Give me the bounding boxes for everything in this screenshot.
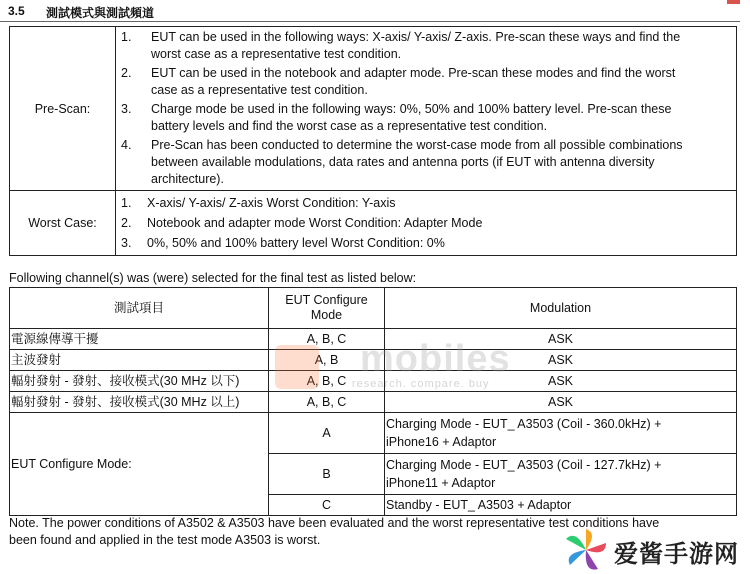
worstcase-item-1: 1. X-axis/ Y-axis/ Z-axis Worst Condition: Y-axis <box>121 196 396 210</box>
config-mode-cell: B <box>269 454 385 495</box>
table-row <box>10 392 737 413</box>
prescan-item-1: 1. EUT can be used in the following ways: X-axis/ Y-axis/ Z-axis. Pre-scan these ways and find the worst case as a representative test condition. <box>121 30 681 61</box>
worstcase-label: Worst Case: <box>10 191 116 256</box>
test-item-cell: 電源線傳導干擾 <box>10 329 269 350</box>
test-item-cell: 輻射發射 - 發射、接收模式(30 MHz 以上) <box>10 392 269 413</box>
modulation-cell: ASK <box>385 329 737 350</box>
prescan-label: Pre-Scan: <box>10 27 116 191</box>
modulation-cell: ASK <box>385 350 737 371</box>
section-number: 3.5 <box>8 4 25 18</box>
prescan-table <box>9 26 737 256</box>
pinwheel-logo-icon <box>562 527 610 573</box>
config-mode-cell: A <box>269 413 385 454</box>
watermark-tagline: research. compare. buy <box>352 378 490 390</box>
prescan-row <box>10 27 737 191</box>
config-row <box>10 413 737 454</box>
test-item-cell: 輻射發射 - 發射、接收模式(30 MHz 以下) <box>10 371 269 392</box>
prescan-items <box>116 27 737 191</box>
site-brand-text: 爱酱手游网 <box>614 541 739 568</box>
watermark-brand: mobiles <box>360 338 511 380</box>
following-text: Following channel(s) was (were) selected for the final test as listed below: <box>9 271 417 285</box>
section-title: 測試模式與測試頻道 <box>46 6 155 20</box>
watermark-logo-icon <box>275 345 319 389</box>
modulation-cell: ASK <box>385 371 737 392</box>
header-test-item: 測試項目 <box>10 288 269 329</box>
modulation-cell: ASK <box>385 392 737 413</box>
header-modulation: Modulation <box>385 288 737 329</box>
worstcase-item-3: 3. 0%, 50% and 100% battery level Worst Condition: 0% <box>121 236 445 250</box>
mode-cell: A, B, C <box>269 392 385 413</box>
channel-table <box>9 287 737 516</box>
note-text: Note. The power conditions of A3502 & A3503 have been evaluated and the worst representative test conditions have been found and applied in the test mode A3503 is worst. <box>9 516 660 547</box>
config-mode-cell: C <box>269 495 385 516</box>
page-corner-mark <box>727 0 740 4</box>
header-eut-mode: EUT Configure Mode <box>269 288 385 329</box>
prescan-item-3: 3. Charge mode be used in the following ways: 0%, 50% and 100% battery level. Pre-scan these battery levels and find the worst case as a representative test condition. <box>121 102 672 133</box>
config-description-cell: Charging Mode - EUT_ A3503 (Coil - 127.7kHz) + iPhone11 + Adaptor <box>385 454 737 495</box>
worstcase-item-2: 2. Notebook and adapter mode Worst Condition: Adapter Mode <box>121 216 483 230</box>
prescan-item-2: 2. EUT can be used in the notebook and adapter mode. Pre-scan these modes and find the worst case as a representative test condition. <box>121 66 676 97</box>
config-description-cell: Standby - EUT_ A3503 + Adaptor <box>385 495 737 516</box>
config-description-cell: Charging Mode - EUT_ A3503 (Coil - 360.0kHz) + iPhone16 + Adaptor <box>385 413 737 454</box>
worstcase-items <box>116 191 737 256</box>
header-divider <box>0 21 740 22</box>
mode-cell: A, B <box>269 350 385 371</box>
mode-cell: A, B, C <box>269 371 385 392</box>
channel-table-header <box>10 288 737 329</box>
eut-configure-mode-label: EUT Configure Mode: <box>10 413 269 516</box>
test-item-cell: 主波發射 <box>10 350 269 371</box>
worstcase-row <box>10 191 737 256</box>
mode-cell: A, B, C <box>269 329 385 350</box>
prescan-item-4: 4. Pre-Scan has been conducted to determine the worst-case mode from all possible combinations between available modulations, data rates and antenna ports (if EUT with antenna diversity architecture). <box>121 138 683 186</box>
